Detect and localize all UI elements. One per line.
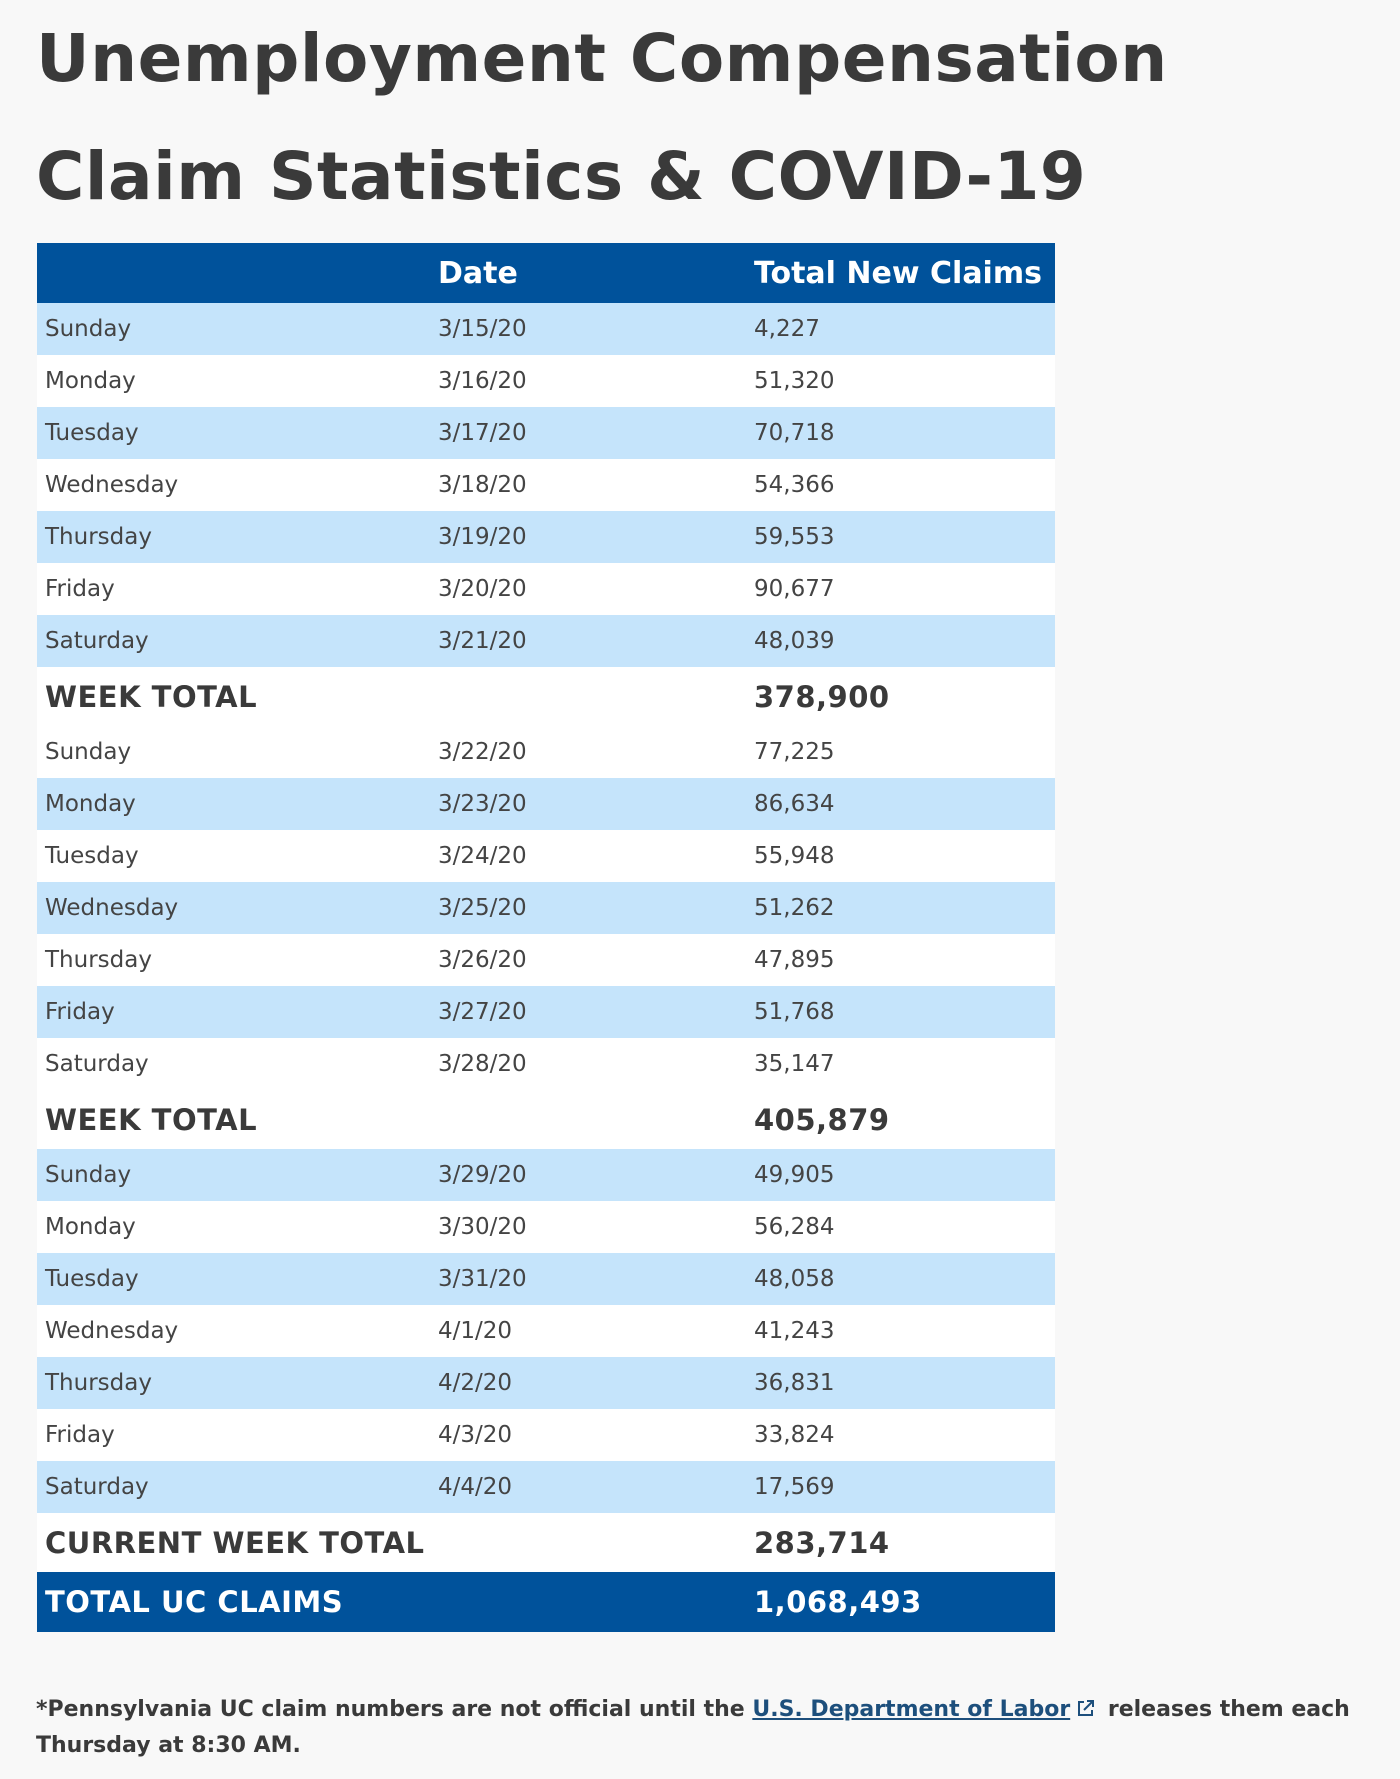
week-total-value: 283,714: [746, 1513, 1055, 1572]
claims-cell: 51,768: [746, 986, 1055, 1038]
day-cell: Sunday: [37, 303, 430, 355]
table-row: [37, 778, 1055, 830]
table-row: [37, 1305, 1055, 1357]
date-cell: 4/4/20: [430, 1461, 746, 1513]
day-cell: Friday: [37, 986, 430, 1038]
week-total-row: [37, 667, 1055, 726]
week-total-row: [37, 1513, 1055, 1572]
week-total-value: 378,900: [746, 667, 1055, 726]
header-day: [37, 243, 430, 303]
week-total-label: WEEK TOTAL: [37, 1090, 746, 1149]
day-cell: Monday: [37, 355, 430, 407]
day-cell: Friday: [37, 563, 430, 615]
day-cell: Sunday: [37, 726, 430, 778]
claims-cell: 86,634: [746, 778, 1055, 830]
date-cell: 4/1/20: [430, 1305, 746, 1357]
date-cell: 3/21/20: [430, 615, 746, 667]
week-total-label: CURRENT WEEK TOTAL: [37, 1513, 746, 1572]
claims-cell: 90,677: [746, 563, 1055, 615]
grand-total-value: 1,068,493: [746, 1572, 1055, 1632]
day-cell: Saturday: [37, 1038, 430, 1090]
claims-cell: 4,227: [746, 303, 1055, 355]
week-total-row: [37, 1090, 1055, 1149]
date-cell: 3/28/20: [430, 1038, 746, 1090]
date-cell: 3/17/20: [430, 407, 746, 459]
date-cell: 3/30/20: [430, 1201, 746, 1253]
table-row: [37, 1461, 1055, 1513]
table-row: [37, 986, 1055, 1038]
table-row: [37, 563, 1055, 615]
day-cell: Thursday: [37, 511, 430, 563]
claims-cell: 54,366: [746, 459, 1055, 511]
header-date: Date: [430, 243, 746, 303]
claims-cell: 48,039: [746, 615, 1055, 667]
claims-cell: 70,718: [746, 407, 1055, 459]
page-title-line-1: Unemployment Compensation: [36, 20, 1168, 97]
claims-table: [37, 243, 1055, 1632]
date-cell: 3/29/20: [430, 1149, 746, 1201]
date-cell: 4/2/20: [430, 1357, 746, 1409]
claims-cell: 59,553: [746, 511, 1055, 563]
footnote: [36, 1692, 1388, 1764]
day-cell: Tuesday: [37, 830, 430, 882]
day-cell: Thursday: [37, 1357, 430, 1409]
table-row: [37, 1149, 1055, 1201]
claims-cell: 55,948: [746, 830, 1055, 882]
date-cell: 3/19/20: [430, 511, 746, 563]
day-cell: Sunday: [37, 1149, 430, 1201]
table-row: [37, 459, 1055, 511]
header-total-new-claims: Total New Claims: [746, 243, 1055, 303]
table-row: [37, 1201, 1055, 1253]
table-row: [37, 511, 1055, 563]
claims-cell: 17,569: [746, 1461, 1055, 1513]
date-cell: 3/20/20: [430, 563, 746, 615]
week-total-value: 405,879: [746, 1090, 1055, 1149]
table-row: [37, 830, 1055, 882]
grand-total-label: TOTAL UC CLAIMS: [37, 1572, 746, 1632]
table-row: [37, 355, 1055, 407]
day-cell: Saturday: [37, 1461, 430, 1513]
claims-cell: 35,147: [746, 1038, 1055, 1090]
claims-cell: 49,905: [746, 1149, 1055, 1201]
claims-cell: 51,262: [746, 882, 1055, 934]
table-header-row: [37, 243, 1055, 303]
table-row: [37, 303, 1055, 355]
footnote-text-before: *Pennsylvania UC claim numbers are not official until the: [36, 1697, 753, 1722]
claims-cell: 33,824: [746, 1409, 1055, 1461]
date-cell: 3/18/20: [430, 459, 746, 511]
table-row: [37, 1038, 1055, 1090]
table-row: [37, 407, 1055, 459]
day-cell: Wednesday: [37, 1305, 430, 1357]
date-cell: 3/26/20: [430, 934, 746, 986]
table-row: [37, 1357, 1055, 1409]
table-row: [37, 1253, 1055, 1305]
date-cell: 3/15/20: [430, 303, 746, 355]
table-row: [37, 934, 1055, 986]
table-row: [37, 882, 1055, 934]
footnote-text-after: releases them each Thursday at 8:30 AM.: [36, 1697, 1350, 1758]
week-total-label: WEEK TOTAL: [37, 667, 746, 726]
claims-cell: 47,895: [746, 934, 1055, 986]
page-title-line-2: Claim Statistics & COVID-19: [36, 138, 1087, 215]
date-cell: 3/16/20: [430, 355, 746, 407]
external-link-icon[interactable]: [1076, 1698, 1096, 1718]
claims-cell: 51,320: [746, 355, 1055, 407]
dept-of-labor-link[interactable]: U.S. Department of Labor: [752, 1697, 1071, 1722]
claims-cell: 48,058: [746, 1253, 1055, 1305]
day-cell: Wednesday: [37, 882, 430, 934]
day-cell: Friday: [37, 1409, 430, 1461]
day-cell: Tuesday: [37, 407, 430, 459]
grand-total-row: [37, 1572, 1055, 1632]
date-cell: 3/23/20: [430, 778, 746, 830]
claims-cell: 36,831: [746, 1357, 1055, 1409]
claims-cell: 77,225: [746, 726, 1055, 778]
date-cell: 4/3/20: [430, 1409, 746, 1461]
date-cell: 3/24/20: [430, 830, 746, 882]
day-cell: Thursday: [37, 934, 430, 986]
day-cell: Saturday: [37, 615, 430, 667]
date-cell: 3/22/20: [430, 726, 746, 778]
day-cell: Monday: [37, 778, 430, 830]
table-row: [37, 615, 1055, 667]
date-cell: 3/25/20: [430, 882, 746, 934]
table-body: [37, 303, 1055, 1632]
day-cell: Monday: [37, 1201, 430, 1253]
date-cell: 3/31/20: [430, 1253, 746, 1305]
day-cell: Tuesday: [37, 1253, 430, 1305]
date-cell: 3/27/20: [430, 986, 746, 1038]
claims-cell: 41,243: [746, 1305, 1055, 1357]
claims-cell: 56,284: [746, 1201, 1055, 1253]
table-row: [37, 1409, 1055, 1461]
day-cell: Wednesday: [37, 459, 430, 511]
page-title: [36, 0, 1168, 236]
table-row: [37, 726, 1055, 778]
